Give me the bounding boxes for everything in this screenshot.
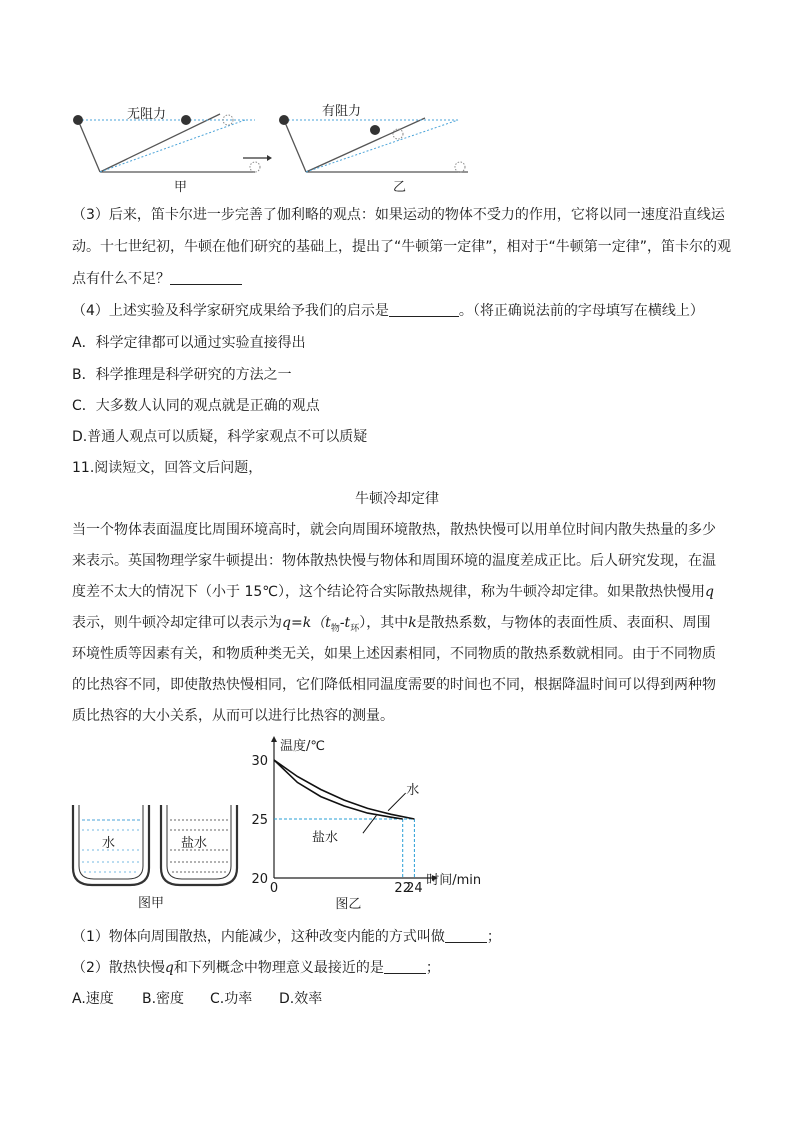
q3-line2: 动。十七世纪初，牛顿在他们研究的基础上，提出了“牛顿第一定律”，相对于“牛顿第一定律”，笛卡尔的观: [72, 239, 732, 255]
q4-option-c: C．大多数人认同的观点就是正确的观点: [72, 398, 320, 414]
article-line1: 当一个物体表面温度比周围环境高时，就会向周围环境散热，散热快慢可以用单位时间内散失热量的多少: [72, 522, 716, 538]
label-jia: 甲: [174, 180, 188, 195]
x-tick-label: 22: [394, 881, 411, 896]
y-tick-label: 25: [251, 813, 268, 828]
cooling-chart: [240, 730, 520, 915]
inclined-plane-figure: [60, 92, 480, 192]
var-k: k: [408, 615, 417, 631]
article-line4-a: 表示，则牛顿冷却定律可以表示为: [72, 615, 282, 631]
sub2-option-a: A.速度: [72, 991, 114, 1007]
label-with-resistance: 有阻力: [322, 104, 362, 119]
water-curve-label: 水: [406, 783, 420, 799]
answer-blank-sub2[interactable]: [384, 959, 426, 974]
saltwater-curve-label: 盐水: [312, 830, 339, 846]
formula-sub-env: 环: [350, 623, 360, 634]
y-tick-label: 20: [251, 872, 268, 887]
series-line-water: [274, 760, 414, 819]
x-tick-label: 24: [406, 881, 423, 896]
sub-question-2: [72, 957, 440, 977]
x-tick-label: 0: [269, 881, 279, 896]
article-line7: 质比热容的大小关系，从而可以进行比热容的测量。: [72, 708, 394, 724]
y-tick-label: 30: [251, 754, 268, 769]
sub-question-2-text-b: 和下列概念中物理意义最接近的是: [173, 960, 384, 976]
var-q: q: [705, 584, 714, 600]
y-axis-arrow-icon: [271, 736, 277, 742]
sub2-option-c: C.功率: [210, 991, 253, 1007]
saltwater-leader-line: [363, 815, 376, 833]
formula: [282, 615, 367, 634]
article-line2: 来表示。英国物理学家牛顿提出：物体散热快慢与物体和周围环境的温度差成正比。后人研究发现，在温: [72, 553, 716, 569]
figure-jia: [73, 114, 260, 172]
sub2-option-b: B.密度: [142, 991, 185, 1007]
series-line-saltwater: [274, 760, 403, 819]
q4-option-a: A．科学定律都可以通过实验直接得出: [72, 335, 306, 351]
q3-line1: （3）后来，笛卡尔进一步完善了伽利略的观点：如果运动的物体不受力的作用，它将以同一速度沿直线运: [72, 207, 725, 223]
sub-question-1: [72, 926, 501, 946]
article-title: 牛顿冷却定律: [355, 491, 439, 507]
q4-stem: [72, 300, 704, 320]
q4-option-b: B．科学推理是科学研究的方法之一: [72, 367, 292, 383]
article-line4: [72, 612, 711, 634]
x-axis-label: 时间/min: [426, 873, 482, 888]
answer-blank-q3[interactable]: [170, 270, 242, 285]
label-yi: 乙: [393, 180, 407, 195]
answer-blank-sub1[interactable]: [445, 928, 487, 943]
q11-intro: 11.阅读短文，回答文后问题，: [72, 460, 263, 476]
y-axis-label: 温度/℃: [280, 739, 325, 754]
article-line5: 环境性质等因素有关，和物质种类无关，如果上述因素相同，不同物质的散热系数就相同。由于不同物质: [72, 646, 716, 662]
q4-prefix: （4）上述实验及科学家研究成果给予我们的启示是: [72, 303, 389, 319]
q4-suffix: 。（将正确说法前的字母填写在横线上）: [458, 303, 704, 319]
beaker-saltwater-label: 盐水: [181, 836, 208, 851]
label-no-resistance: 无阻力: [127, 107, 167, 122]
water-leader-line: [388, 793, 406, 811]
sub-question-1-end: ；: [486, 929, 501, 945]
sub-question-1-text: （1）物体向周围散热，内能减少，这种改变内能的方式叫做: [72, 929, 445, 945]
formula-main: q=k（t: [282, 615, 331, 631]
article-line3-text: 度差不太大的情况下（小于 15℃），这个结论符合实际散热规律，称为牛顿冷却定律。如果散热快慢用: [72, 584, 705, 600]
q3-line3-text: 点有什么不足？: [72, 271, 170, 287]
sub2-option-d: D.效率: [279, 991, 323, 1007]
figure-jia-caption: 图甲: [138, 896, 165, 911]
beaker-water-label: 水: [102, 836, 116, 851]
q3-line3: [72, 268, 242, 288]
arrow-icon: [243, 155, 272, 161]
article-line4-b: ，其中: [366, 615, 409, 631]
sub-question-2-text-a: （2）散热快慢: [72, 960, 165, 976]
var-q-2: q: [164, 960, 174, 976]
article-line3: [72, 581, 714, 601]
beaker-figure: [70, 800, 250, 890]
formula-close: ）: [359, 615, 367, 631]
formula-minus: -t: [339, 615, 351, 631]
figure-yi: [279, 115, 468, 172]
q4-option-d: D.普通人观点可以质疑，科学家观点不可以质疑: [72, 429, 368, 445]
article-line4-c: 是散热系数，与物体的表面性质、表面积、周围: [416, 615, 711, 631]
sub-question-2-end: ；: [425, 960, 440, 976]
answer-blank-q4[interactable]: [389, 302, 459, 317]
formula-sub-object: 物: [330, 623, 340, 634]
article-line6: 的比热容不同，即使散热快慢相同，它们降低相同温度需要的时间也不同，根据降温时间可以得到两种物: [72, 677, 716, 693]
figure-yi-caption: 图乙: [335, 897, 362, 912]
